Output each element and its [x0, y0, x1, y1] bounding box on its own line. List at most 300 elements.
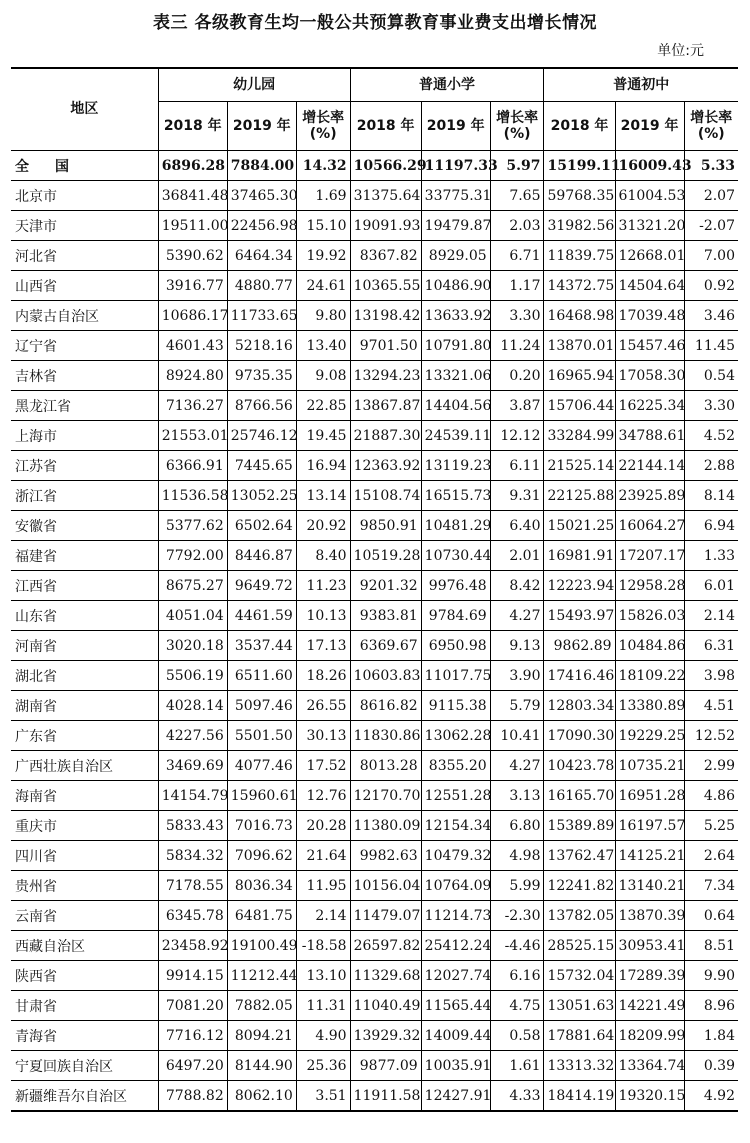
value-cell: 18109.22 [615, 661, 684, 691]
value-cell: 6497.20 [158, 1051, 227, 1081]
value-cell: 1.17 [490, 271, 544, 301]
value-cell: 6511.60 [227, 661, 296, 691]
value-cell: 3020.18 [158, 631, 227, 661]
value-cell: 11565.44 [421, 991, 490, 1021]
value-cell: 13198.42 [350, 301, 421, 331]
value-cell: 17416.46 [544, 661, 615, 691]
region-cell: 江西省 [11, 571, 158, 601]
value-cell: 11.23 [296, 571, 350, 601]
expenditure-table [11, 67, 738, 1112]
value-cell: 11.45 [684, 331, 738, 361]
value-cell: 11197.33 [421, 151, 490, 181]
value-cell: 8036.34 [227, 871, 296, 901]
value-cell: 8675.27 [158, 571, 227, 601]
value-cell: 3.13 [490, 781, 544, 811]
value-cell: 14125.21 [615, 841, 684, 871]
value-cell: 19320.15 [615, 1081, 684, 1112]
value-cell: 3.98 [684, 661, 738, 691]
value-cell: 8.96 [684, 991, 738, 1021]
value-cell: 18209.99 [615, 1021, 684, 1051]
value-cell: 19479.87 [421, 211, 490, 241]
value-cell: 3537.44 [227, 631, 296, 661]
value-cell: 17207.17 [615, 541, 684, 571]
value-cell: 15457.46 [615, 331, 684, 361]
table-row [11, 781, 738, 811]
value-cell: 10566.29 [350, 151, 421, 181]
value-cell: 6.71 [490, 241, 544, 271]
value-cell: -2.30 [490, 901, 544, 931]
subheader-junior-high-growth: 增长率(%) [684, 102, 738, 151]
value-cell: 7.65 [490, 181, 544, 211]
value-cell: 16965.94 [544, 361, 615, 391]
region-cell: 西藏自治区 [11, 931, 158, 961]
table-row [11, 991, 738, 1021]
value-cell: 8446.87 [227, 541, 296, 571]
region-cell: 重庆市 [11, 811, 158, 841]
value-cell: 13052.25 [227, 481, 296, 511]
value-cell: 4.33 [490, 1081, 544, 1112]
value-cell: 13.10 [296, 961, 350, 991]
group-header-primary: 普通小学 [350, 68, 544, 102]
value-cell: 16197.57 [615, 811, 684, 841]
value-cell: 10791.80 [421, 331, 490, 361]
value-cell: 4.52 [684, 421, 738, 451]
value-cell: 9784.69 [421, 601, 490, 631]
table-row [11, 571, 738, 601]
value-cell: 6.94 [684, 511, 738, 541]
value-cell: 11.24 [490, 331, 544, 361]
value-cell: 16009.43 [615, 151, 684, 181]
value-cell: 11.31 [296, 991, 350, 1021]
value-cell: 8013.28 [350, 751, 421, 781]
value-cell: 17.13 [296, 631, 350, 661]
value-cell: 61004.53 [615, 181, 684, 211]
document-title: 表三 各级教育生均一般公共预算教育事业费支出增长情况 [153, 13, 597, 33]
value-cell: 12551.28 [421, 781, 490, 811]
region-cell: 浙江省 [11, 481, 158, 511]
table-row [11, 631, 738, 661]
value-cell: 31375.64 [350, 181, 421, 211]
value-cell: 12154.34 [421, 811, 490, 841]
table-row [11, 1051, 738, 1081]
value-cell: 13782.05 [544, 901, 615, 931]
value-cell: -18.58 [296, 931, 350, 961]
value-cell: 3.30 [684, 391, 738, 421]
value-cell: 9982.63 [350, 841, 421, 871]
value-cell: 7792.00 [158, 541, 227, 571]
value-cell: 9735.35 [227, 361, 296, 391]
value-cell: 5506.19 [158, 661, 227, 691]
value-cell: 5377.62 [158, 511, 227, 541]
value-cell: 7096.62 [227, 841, 296, 871]
value-cell: 25.36 [296, 1051, 350, 1081]
value-cell: 7178.55 [158, 871, 227, 901]
value-cell: 8766.56 [227, 391, 296, 421]
value-cell: 0.58 [490, 1021, 544, 1051]
value-cell: 9850.91 [350, 511, 421, 541]
value-cell: 19229.25 [615, 721, 684, 751]
value-cell: 4461.59 [227, 601, 296, 631]
value-cell: 11536.58 [158, 481, 227, 511]
region-cell: 湖南省 [11, 691, 158, 721]
value-cell: 10484.86 [615, 631, 684, 661]
value-cell: 0.92 [684, 271, 738, 301]
value-cell: 6.40 [490, 511, 544, 541]
region-cell: 福建省 [11, 541, 158, 571]
value-cell: 33284.99 [544, 421, 615, 451]
value-cell: 21887.30 [350, 421, 421, 451]
value-cell: 20.28 [296, 811, 350, 841]
subheader-primary-2019: 2019 年 [421, 102, 490, 151]
value-cell: 10423.78 [544, 751, 615, 781]
value-cell: 14154.79 [158, 781, 227, 811]
value-cell: 8924.80 [158, 361, 227, 391]
table-row [11, 151, 738, 181]
table-row [11, 721, 738, 751]
value-cell: 16.94 [296, 451, 350, 481]
value-cell: 19.45 [296, 421, 350, 451]
value-cell: 4.27 [490, 601, 544, 631]
table-row [11, 1021, 738, 1051]
value-cell: 17058.30 [615, 361, 684, 391]
value-cell: 6369.67 [350, 631, 421, 661]
value-cell: 13.40 [296, 331, 350, 361]
value-cell: 2.03 [490, 211, 544, 241]
value-cell: 4.27 [490, 751, 544, 781]
value-cell: 16064.27 [615, 511, 684, 541]
value-cell: 4.51 [684, 691, 738, 721]
table-row [11, 751, 738, 781]
value-cell: 10.13 [296, 601, 350, 631]
value-cell: 4028.14 [158, 691, 227, 721]
region-cell: 天津市 [11, 211, 158, 241]
table-row [11, 301, 738, 331]
value-cell: 14.32 [296, 151, 350, 181]
value-cell: 11212.44 [227, 961, 296, 991]
value-cell: 19511.00 [158, 211, 227, 241]
value-cell: 8094.21 [227, 1021, 296, 1051]
region-cell: 湖北省 [11, 661, 158, 691]
group-header-kindergarten: 幼儿园 [158, 68, 350, 102]
region-cell: 云南省 [11, 901, 158, 931]
value-cell: 9201.32 [350, 571, 421, 601]
value-cell: 6.31 [684, 631, 738, 661]
value-cell: 14221.49 [615, 991, 684, 1021]
value-cell: 3.87 [490, 391, 544, 421]
value-cell: 3.46 [684, 301, 738, 331]
value-cell: 6366.91 [158, 451, 227, 481]
value-cell: 8.40 [296, 541, 350, 571]
value-cell: 6.11 [490, 451, 544, 481]
value-cell: 10035.91 [421, 1051, 490, 1081]
table-row [11, 841, 738, 871]
region-cell: 江苏省 [11, 451, 158, 481]
value-cell: 12668.01 [615, 241, 684, 271]
value-cell: 20.92 [296, 511, 350, 541]
value-cell: 17289.39 [615, 961, 684, 991]
value-cell: 13062.28 [421, 721, 490, 751]
table-row [11, 271, 738, 301]
value-cell: 12.12 [490, 421, 544, 451]
value-cell: 4.75 [490, 991, 544, 1021]
value-cell: 11380.09 [350, 811, 421, 841]
value-cell: 5390.62 [158, 241, 227, 271]
value-cell: 11.95 [296, 871, 350, 901]
region-cell: 吉林省 [11, 361, 158, 391]
value-cell: 9.08 [296, 361, 350, 391]
value-cell: 4077.46 [227, 751, 296, 781]
value-cell: 5.25 [684, 811, 738, 841]
region-cell: 青海省 [11, 1021, 158, 1051]
value-cell: 8355.20 [421, 751, 490, 781]
value-cell: 2.14 [296, 901, 350, 931]
value-cell: 11329.68 [350, 961, 421, 991]
value-cell: 16951.28 [615, 781, 684, 811]
value-cell: 9877.09 [350, 1051, 421, 1081]
value-cell: 13762.47 [544, 841, 615, 871]
value-cell: 3916.77 [158, 271, 227, 301]
table-row [11, 901, 738, 931]
value-cell: 12223.94 [544, 571, 615, 601]
value-cell: 8367.82 [350, 241, 421, 271]
value-cell: 3.30 [490, 301, 544, 331]
value-cell: 24539.11 [421, 421, 490, 451]
table-row [11, 511, 738, 541]
table-row [11, 211, 738, 241]
value-cell: 22456.98 [227, 211, 296, 241]
value-cell: 23925.89 [615, 481, 684, 511]
value-cell: 15108.74 [350, 481, 421, 511]
value-cell: 31321.20 [615, 211, 684, 241]
value-cell: 13294.23 [350, 361, 421, 391]
value-cell: 4227.56 [158, 721, 227, 751]
value-cell: 19091.93 [350, 211, 421, 241]
region-cell: 甘肃省 [11, 991, 158, 1021]
value-cell: 0.54 [684, 361, 738, 391]
value-cell: 9914.15 [158, 961, 227, 991]
value-cell: 6502.64 [227, 511, 296, 541]
region-cell: 山西省 [11, 271, 158, 301]
value-cell: 6.80 [490, 811, 544, 841]
region-cell: 黑龙江省 [11, 391, 158, 421]
value-cell: 7.34 [684, 871, 738, 901]
value-cell: 8144.90 [227, 1051, 296, 1081]
value-cell: 4601.43 [158, 331, 227, 361]
value-cell: 6345.78 [158, 901, 227, 931]
value-cell: 13.14 [296, 481, 350, 511]
value-cell: 5.99 [490, 871, 544, 901]
value-cell: 15389.89 [544, 811, 615, 841]
value-cell: 28525.15 [544, 931, 615, 961]
table-row [11, 1081, 738, 1112]
value-cell: 9.31 [490, 481, 544, 511]
value-cell: 6464.34 [227, 241, 296, 271]
value-cell: 8616.82 [350, 691, 421, 721]
value-cell: 13380.89 [615, 691, 684, 721]
value-cell: 0.39 [684, 1051, 738, 1081]
value-cell: 11830.86 [350, 721, 421, 751]
table-row [11, 361, 738, 391]
value-cell: 7716.12 [158, 1021, 227, 1051]
region-cell: 广西壮族自治区 [11, 751, 158, 781]
value-cell: 15021.25 [544, 511, 615, 541]
value-cell: 13051.63 [544, 991, 615, 1021]
value-cell: 9.80 [296, 301, 350, 331]
value-cell: 15732.04 [544, 961, 615, 991]
value-cell: 5833.43 [158, 811, 227, 841]
value-cell: 13870.39 [615, 901, 684, 931]
value-cell: 9862.89 [544, 631, 615, 661]
value-cell: 8.42 [490, 571, 544, 601]
value-cell: 8.51 [684, 931, 738, 961]
value-cell: 12958.28 [615, 571, 684, 601]
value-cell: 13321.06 [421, 361, 490, 391]
value-cell: 9.13 [490, 631, 544, 661]
value-cell: 8.14 [684, 481, 738, 511]
value-cell: 10.41 [490, 721, 544, 751]
value-cell: 12427.91 [421, 1081, 490, 1112]
value-cell: 17881.64 [544, 1021, 615, 1051]
value-cell: 10519.28 [350, 541, 421, 571]
value-cell: 10735.21 [615, 751, 684, 781]
value-cell: 10479.32 [421, 841, 490, 871]
value-cell: 6896.28 [158, 151, 227, 181]
region-cell: 陕西省 [11, 961, 158, 991]
value-cell: 7.00 [684, 241, 738, 271]
value-cell: 1.61 [490, 1051, 544, 1081]
value-cell: 12363.92 [350, 451, 421, 481]
value-cell: 13929.32 [350, 1021, 421, 1051]
value-cell: 25412.24 [421, 931, 490, 961]
table-row [11, 331, 738, 361]
subheader-primary-2018: 2018 年 [350, 102, 421, 151]
value-cell: 3.51 [296, 1081, 350, 1112]
subheader-kindergarten-growth: 增长率(%) [296, 102, 350, 151]
value-cell: 13633.92 [421, 301, 490, 331]
value-cell: 25746.12 [227, 421, 296, 451]
subheader-junior-high-2018: 2018 年 [544, 102, 615, 151]
value-cell: 11214.73 [421, 901, 490, 931]
value-cell: 31982.56 [544, 211, 615, 241]
value-cell: 3.90 [490, 661, 544, 691]
subheader-junior-high-2019: 2019 年 [615, 102, 684, 151]
value-cell: 5.97 [490, 151, 544, 181]
value-cell: 15960.61 [227, 781, 296, 811]
subheader-primary-growth: 增长率(%) [490, 102, 544, 151]
value-cell: 11839.75 [544, 241, 615, 271]
value-cell: 12803.34 [544, 691, 615, 721]
value-cell: 2.64 [684, 841, 738, 871]
value-cell: 1.33 [684, 541, 738, 571]
value-cell: 10686.17 [158, 301, 227, 331]
value-cell: 17039.48 [615, 301, 684, 331]
value-cell: 10764.09 [421, 871, 490, 901]
value-cell: 7081.20 [158, 991, 227, 1021]
value-cell: 21553.01 [158, 421, 227, 451]
value-cell: 6.16 [490, 961, 544, 991]
table-row [11, 241, 738, 271]
value-cell: 4.92 [684, 1081, 738, 1112]
value-cell: 26.55 [296, 691, 350, 721]
table-row [11, 421, 738, 451]
region-cell: 宁夏回族自治区 [11, 1051, 158, 1081]
value-cell: 30.13 [296, 721, 350, 751]
value-cell: 2.88 [684, 451, 738, 481]
region-cell: 辽宁省 [11, 331, 158, 361]
value-cell: 12.76 [296, 781, 350, 811]
table-row [11, 391, 738, 421]
value-cell: 26597.82 [350, 931, 421, 961]
value-cell: 21525.14 [544, 451, 615, 481]
value-cell: 11479.07 [350, 901, 421, 931]
value-cell: 4.98 [490, 841, 544, 871]
value-cell: 15493.97 [544, 601, 615, 631]
value-cell: 12241.82 [544, 871, 615, 901]
value-cell: 22144.14 [615, 451, 684, 481]
table-row [11, 811, 738, 841]
value-cell: 33775.31 [421, 181, 490, 211]
value-cell: 5.33 [684, 151, 738, 181]
value-cell: 5.79 [490, 691, 544, 721]
region-cell: 四川省 [11, 841, 158, 871]
region-cell: 全 国 [11, 151, 158, 181]
value-cell: 5218.16 [227, 331, 296, 361]
table-row [11, 961, 738, 991]
region-cell: 河南省 [11, 631, 158, 661]
value-cell: 23458.92 [158, 931, 227, 961]
value-cell: 11040.49 [350, 991, 421, 1021]
value-cell: 2.99 [684, 751, 738, 781]
value-cell: 16165.70 [544, 781, 615, 811]
value-cell: 11733.65 [227, 301, 296, 331]
region-cell: 贵州省 [11, 871, 158, 901]
value-cell: 18.26 [296, 661, 350, 691]
value-cell: 15826.03 [615, 601, 684, 631]
value-cell: 34788.61 [615, 421, 684, 451]
value-cell: 37465.30 [227, 181, 296, 211]
value-cell: 13119.23 [421, 451, 490, 481]
table-row [11, 481, 738, 511]
value-cell: 13313.32 [544, 1051, 615, 1081]
value-cell: -4.46 [490, 931, 544, 961]
value-cell: 7884.00 [227, 151, 296, 181]
value-cell: 7445.65 [227, 451, 296, 481]
region-header: 地区 [11, 68, 158, 151]
value-cell: 9976.48 [421, 571, 490, 601]
value-cell: 36841.48 [158, 181, 227, 211]
value-cell: 5834.32 [158, 841, 227, 871]
value-cell: 16468.98 [544, 301, 615, 331]
value-cell: 10156.04 [350, 871, 421, 901]
value-cell: 2.01 [490, 541, 544, 571]
value-cell: 15199.11 [544, 151, 615, 181]
value-cell: 1.69 [296, 181, 350, 211]
value-cell: 10365.55 [350, 271, 421, 301]
value-cell: 59768.35 [544, 181, 615, 211]
unit-label: 单位:元 [657, 43, 704, 59]
table-row [11, 931, 738, 961]
value-cell: 4051.04 [158, 601, 227, 631]
table-row [11, 181, 738, 211]
value-cell: 16981.91 [544, 541, 615, 571]
value-cell: 7882.05 [227, 991, 296, 1021]
value-cell: 12027.74 [421, 961, 490, 991]
value-cell: 18414.19 [544, 1081, 615, 1112]
value-cell: 16225.34 [615, 391, 684, 421]
value-cell: 17090.30 [544, 721, 615, 751]
value-cell: 22.85 [296, 391, 350, 421]
table-row [11, 451, 738, 481]
